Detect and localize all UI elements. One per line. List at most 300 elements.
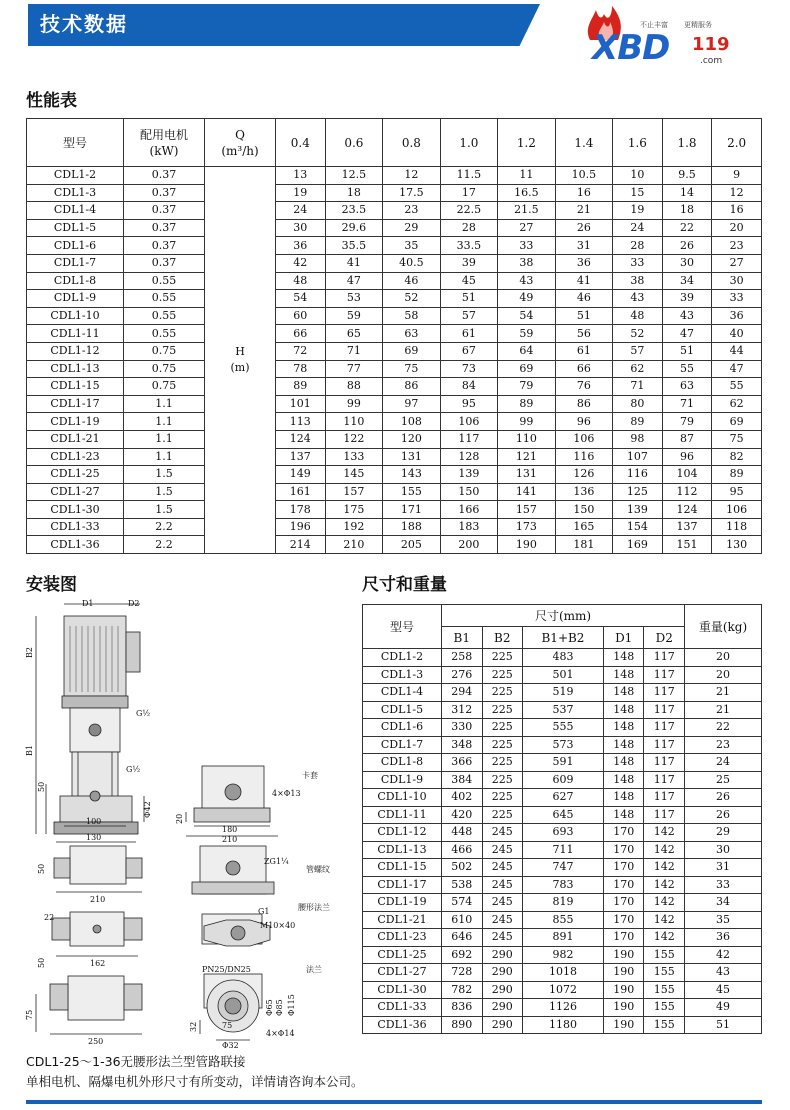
h-unit: (m) bbox=[230, 361, 250, 375]
dim-value: 502 bbox=[442, 859, 483, 877]
dim-value: 117 bbox=[644, 701, 685, 719]
perf-head-value: 46 bbox=[555, 290, 613, 308]
dim-model: CDL1-4 bbox=[363, 684, 442, 702]
dim-value: 142 bbox=[644, 876, 685, 894]
flange-detail bbox=[200, 974, 262, 1040]
perf-head-value: 108 bbox=[383, 413, 441, 431]
label-22: 22 bbox=[44, 913, 55, 922]
dim-col-model: 型号 bbox=[363, 605, 442, 649]
dim-value: 225 bbox=[482, 666, 523, 684]
perf-head-value: 47 bbox=[325, 272, 383, 290]
perf-head-value: 15 bbox=[613, 184, 663, 202]
perf-model: CDL1-4 bbox=[27, 202, 124, 220]
dim-value: 117 bbox=[644, 649, 685, 667]
perf-head-value: 157 bbox=[498, 501, 556, 519]
dim-weight: 21 bbox=[685, 701, 762, 719]
perf-head-value: 58 bbox=[383, 307, 441, 325]
label-250: 250 bbox=[88, 1037, 104, 1046]
note-line-2: 单相电机、隔爆电机外形尺寸有所变动，详情请咨询本公司。 bbox=[26, 1074, 364, 1089]
perf-head-value: 22.5 bbox=[440, 202, 498, 220]
perf-head-value: 214 bbox=[276, 536, 326, 554]
perf-model: CDL1-33 bbox=[27, 518, 124, 536]
perf-head-value: 77 bbox=[325, 360, 383, 378]
perf-kw: 0.55 bbox=[124, 272, 205, 290]
label-b2: B2 bbox=[25, 647, 34, 658]
perf-head-value: 52 bbox=[383, 290, 441, 308]
dim-value: 711 bbox=[523, 841, 604, 859]
dim-value: 290 bbox=[482, 946, 523, 964]
perf-model: CDL1-11 bbox=[27, 325, 124, 343]
dim-weight: 42 bbox=[685, 946, 762, 964]
perf-head-value: 55 bbox=[712, 378, 762, 396]
dim-value: 170 bbox=[603, 876, 644, 894]
perf-col-flow: 1.6 bbox=[613, 119, 663, 167]
flange-plan bbox=[36, 976, 142, 1034]
perf-head-value: 69 bbox=[712, 413, 762, 431]
dim-value: 148 bbox=[603, 736, 644, 754]
perf-head-value: 10 bbox=[613, 167, 663, 185]
dim-value: 117 bbox=[644, 666, 685, 684]
label-180: 180 bbox=[222, 825, 238, 834]
dim-value: 574 bbox=[442, 894, 483, 912]
dim-value: 290 bbox=[482, 1016, 523, 1034]
perf-head-value: 62 bbox=[712, 395, 762, 413]
perf-head-value: 89 bbox=[498, 395, 556, 413]
dim-value: 609 bbox=[523, 771, 604, 789]
perf-head-value: 30 bbox=[662, 254, 712, 272]
dim-value: 148 bbox=[603, 771, 644, 789]
perf-head-value: 161 bbox=[276, 483, 326, 501]
perf-col-flow: 1.8 bbox=[662, 119, 712, 167]
table-row bbox=[363, 789, 762, 807]
table-row bbox=[27, 430, 762, 448]
perf-head-value: 118 bbox=[712, 518, 762, 536]
dim-value: 117 bbox=[644, 736, 685, 754]
dim-weight: 21 bbox=[685, 684, 762, 702]
perf-head-value: 21 bbox=[555, 202, 613, 220]
perf-model: CDL1-15 bbox=[27, 378, 124, 396]
perf-head-value: 60 bbox=[276, 307, 326, 325]
perf-head-value: 139 bbox=[440, 466, 498, 484]
pump-elevation bbox=[36, 604, 144, 842]
perf-kw: 0.75 bbox=[124, 378, 205, 396]
perf-head-value: 45 bbox=[440, 272, 498, 290]
perf-head-value: 69 bbox=[383, 342, 441, 360]
perf-head-value: 35.5 bbox=[325, 237, 383, 255]
perf-head-value: 137 bbox=[276, 448, 326, 466]
dim-weight: 45 bbox=[685, 981, 762, 999]
perf-head-value: 55 bbox=[662, 360, 712, 378]
table-row bbox=[363, 876, 762, 894]
perf-kw: 0.37 bbox=[124, 237, 205, 255]
perf-head-value: 48 bbox=[613, 307, 663, 325]
table-row bbox=[363, 736, 762, 754]
label-g1: G1 bbox=[258, 907, 270, 916]
perf-head-value: 84 bbox=[440, 378, 498, 396]
perf-kw: 1.5 bbox=[124, 466, 205, 484]
table-row bbox=[363, 754, 762, 772]
dim-value: 190 bbox=[603, 964, 644, 982]
install-diagram bbox=[26, 596, 362, 1048]
performance-title: 性能表 bbox=[26, 91, 77, 111]
table-row bbox=[363, 946, 762, 964]
perf-head-value: 75 bbox=[712, 430, 762, 448]
perf-head-value: 157 bbox=[325, 483, 383, 501]
perf-head-value: 49 bbox=[498, 290, 556, 308]
table-row bbox=[27, 272, 762, 290]
table-row bbox=[363, 824, 762, 842]
perf-model: CDL1-19 bbox=[27, 413, 124, 431]
perf-head-value: 169 bbox=[613, 536, 663, 554]
dim-model: CDL1-11 bbox=[363, 806, 442, 824]
note-line-1: CDL1-25～1-36无腰形法兰型管路联接 bbox=[26, 1054, 246, 1069]
dim-value: 148 bbox=[603, 719, 644, 737]
perf-head-value: 13 bbox=[276, 167, 326, 185]
dim-weight: 51 bbox=[685, 1016, 762, 1034]
perf-head-value: 47 bbox=[712, 360, 762, 378]
perf-head-value: 44 bbox=[712, 342, 762, 360]
perf-head-value: 12.5 bbox=[325, 167, 383, 185]
dim-model: CDL1-27 bbox=[363, 964, 442, 982]
perf-model: CDL1-7 bbox=[27, 254, 124, 272]
perf-head-value: 210 bbox=[325, 536, 383, 554]
label-zg: ZG1¼ bbox=[264, 857, 289, 866]
dim-value: 1126 bbox=[523, 999, 604, 1017]
dim-value: 645 bbox=[523, 806, 604, 824]
perf-head-value: 106 bbox=[712, 501, 762, 519]
perf-head-value: 126 bbox=[555, 466, 613, 484]
dim-value: 555 bbox=[523, 719, 604, 737]
dim-value: 537 bbox=[523, 701, 604, 719]
dim-weight: 20 bbox=[685, 666, 762, 684]
dim-value: 245 bbox=[482, 841, 523, 859]
perf-head-value: 29.6 bbox=[325, 219, 383, 237]
table-row bbox=[363, 666, 762, 684]
dim-value: 747 bbox=[523, 859, 604, 877]
perf-head-value: 117 bbox=[440, 430, 498, 448]
table-row bbox=[363, 894, 762, 912]
bottom-rule bbox=[26, 1100, 762, 1104]
perf-head-value: 173 bbox=[498, 518, 556, 536]
table-row bbox=[27, 342, 762, 360]
perf-model: CDL1-27 bbox=[27, 483, 124, 501]
perf-head-value: 52 bbox=[613, 325, 663, 343]
perf-head-value: 27 bbox=[712, 254, 762, 272]
perf-head-value: 175 bbox=[325, 501, 383, 519]
dim-model: CDL1-7 bbox=[363, 736, 442, 754]
perf-col-flow: 0.8 bbox=[383, 119, 441, 167]
perf-head-value: 24 bbox=[613, 219, 663, 237]
perf-head-value: 33.5 bbox=[440, 237, 498, 255]
dim-value: 258 bbox=[442, 649, 483, 667]
perf-kw: 0.37 bbox=[124, 167, 205, 185]
perf-kw: 1.5 bbox=[124, 501, 205, 519]
dim-value: 148 bbox=[603, 701, 644, 719]
perf-head-value: 171 bbox=[383, 501, 441, 519]
dim-value: 290 bbox=[482, 981, 523, 999]
dim-model: CDL1-15 bbox=[363, 859, 442, 877]
dim-value: 384 bbox=[442, 771, 483, 789]
table-row bbox=[27, 290, 762, 308]
perf-head-value: 107 bbox=[613, 448, 663, 466]
perf-model: CDL1-5 bbox=[27, 219, 124, 237]
dim-value: 276 bbox=[442, 666, 483, 684]
perf-head-value: 71 bbox=[613, 378, 663, 396]
dim-model: CDL1-33 bbox=[363, 999, 442, 1017]
table-row bbox=[27, 501, 762, 519]
perf-head-value: 112 bbox=[662, 483, 712, 501]
perf-head-value: 26 bbox=[662, 237, 712, 255]
dim-value: 225 bbox=[482, 806, 523, 824]
base-plan bbox=[54, 846, 142, 892]
perf-head-value: 71 bbox=[662, 395, 712, 413]
perf-kw: 0.55 bbox=[124, 325, 205, 343]
perf-head-value: 18 bbox=[325, 184, 383, 202]
perf-head-value: 27 bbox=[498, 219, 556, 237]
dim-value: 483 bbox=[523, 649, 604, 667]
dim-value: 117 bbox=[644, 806, 685, 824]
label-g-top: G½ bbox=[136, 709, 151, 718]
perf-head-value: 98 bbox=[613, 430, 663, 448]
dim-value: 142 bbox=[644, 894, 685, 912]
perf-head-value: 51 bbox=[440, 290, 498, 308]
dim-value: 170 bbox=[603, 894, 644, 912]
dim-value: 117 bbox=[644, 771, 685, 789]
table-row bbox=[27, 413, 762, 431]
perf-head-value: 47 bbox=[662, 325, 712, 343]
dim-value: 836 bbox=[442, 999, 483, 1017]
dim-subcol: D1 bbox=[603, 627, 644, 649]
brand-logo bbox=[582, 2, 762, 72]
perf-head-value: 65 bbox=[325, 325, 383, 343]
dim-weight: 36 bbox=[685, 929, 762, 947]
perf-kw: 0.37 bbox=[124, 202, 205, 220]
perf-kw: 2.2 bbox=[124, 518, 205, 536]
perf-kw: 0.37 bbox=[124, 254, 205, 272]
perf-head-value: 125 bbox=[613, 483, 663, 501]
perf-head-value: 155 bbox=[383, 483, 441, 501]
perf-head-value: 31 bbox=[555, 237, 613, 255]
logo-slogan-right: 更精服务 bbox=[684, 21, 712, 29]
dim-value: 155 bbox=[644, 999, 685, 1017]
perf-head-value: 205 bbox=[383, 536, 441, 554]
dim-value: 117 bbox=[644, 684, 685, 702]
table-row bbox=[363, 684, 762, 702]
perf-head-value: 33 bbox=[498, 237, 556, 255]
perf-head-value: 10.5 bbox=[555, 167, 613, 185]
dim-model: CDL1-30 bbox=[363, 981, 442, 999]
perf-head-value: 75 bbox=[383, 360, 441, 378]
perf-head-value: 30 bbox=[276, 219, 326, 237]
perf-head-value: 64 bbox=[498, 342, 556, 360]
perf-head-value: 66 bbox=[555, 360, 613, 378]
dim-value: 890 bbox=[442, 1016, 483, 1034]
perf-h-label bbox=[205, 167, 276, 554]
perf-head-value: 89 bbox=[276, 378, 326, 396]
perf-model: CDL1-6 bbox=[27, 237, 124, 255]
dim-value: 142 bbox=[644, 911, 685, 929]
perf-head-value: 43 bbox=[613, 290, 663, 308]
h-label: H bbox=[235, 345, 245, 359]
dim-col-size: 尺寸(mm) bbox=[442, 605, 685, 627]
dim-weight: 22 bbox=[685, 719, 762, 737]
perf-head-value: 26 bbox=[555, 219, 613, 237]
dimensions-table bbox=[362, 604, 762, 1034]
perf-kw: 1.1 bbox=[124, 395, 205, 413]
label-d2: D2 bbox=[128, 599, 140, 608]
perf-head-value: 190 bbox=[498, 536, 556, 554]
perf-head-value: 188 bbox=[383, 518, 441, 536]
dim-value: 294 bbox=[442, 684, 483, 702]
dim-value: 225 bbox=[482, 736, 523, 754]
dim-value: 170 bbox=[603, 841, 644, 859]
label-phi115: Φ115 bbox=[287, 994, 296, 1016]
dim-value: 117 bbox=[644, 754, 685, 772]
table-row bbox=[27, 518, 762, 536]
dim-value: 190 bbox=[603, 999, 644, 1017]
logo-number: 119 bbox=[692, 34, 730, 55]
perf-head-value: 183 bbox=[440, 518, 498, 536]
perf-col-flow: 1.4 bbox=[555, 119, 613, 167]
perf-head-value: 21.5 bbox=[498, 202, 556, 220]
table-row bbox=[27, 325, 762, 343]
perf-model: CDL1-9 bbox=[27, 290, 124, 308]
perf-head-value: 56 bbox=[555, 325, 613, 343]
page-title: 技术数据 bbox=[40, 12, 128, 36]
perf-head-value: 36 bbox=[712, 307, 762, 325]
table-row bbox=[27, 360, 762, 378]
dim-value: 290 bbox=[482, 999, 523, 1017]
dim-weight: 31 bbox=[685, 859, 762, 877]
dim-value: 693 bbox=[523, 824, 604, 842]
perf-head-value: 110 bbox=[325, 413, 383, 431]
dim-subcol: D2 bbox=[644, 627, 685, 649]
label-phi32: Φ32 bbox=[222, 1041, 239, 1050]
dim-value: 170 bbox=[603, 929, 644, 947]
dim-value: 142 bbox=[644, 929, 685, 947]
label-holes14: 4×Φ14 bbox=[266, 1029, 295, 1038]
perf-head-value: 54 bbox=[498, 307, 556, 325]
table-row bbox=[363, 1016, 762, 1034]
perf-head-value: 178 bbox=[276, 501, 326, 519]
dim-weight: 23 bbox=[685, 736, 762, 754]
dim-value: 225 bbox=[482, 649, 523, 667]
table-row bbox=[363, 929, 762, 947]
dim-value: 148 bbox=[603, 806, 644, 824]
table-row bbox=[363, 701, 762, 719]
label-210: 210 bbox=[222, 835, 238, 844]
perf-head-value: 122 bbox=[325, 430, 383, 448]
perf-col-flow: 0.6 bbox=[325, 119, 383, 167]
label-phi85: Φ85 bbox=[275, 999, 284, 1016]
dim-model: CDL1-10 bbox=[363, 789, 442, 807]
dim-value: 245 bbox=[482, 876, 523, 894]
table-row bbox=[363, 999, 762, 1017]
perf-head-value: 12 bbox=[383, 167, 441, 185]
dim-value: 225 bbox=[482, 719, 523, 737]
perf-head-value: 11 bbox=[498, 167, 556, 185]
dim-value: 117 bbox=[644, 719, 685, 737]
perf-model: CDL1-12 bbox=[27, 342, 124, 360]
table-row bbox=[27, 378, 762, 396]
dim-weight: 29 bbox=[685, 824, 762, 842]
dim-value: 155 bbox=[644, 946, 685, 964]
perf-head-value: 23.5 bbox=[325, 202, 383, 220]
perf-kw: 1.1 bbox=[124, 448, 205, 466]
perf-head-value: 66 bbox=[276, 325, 326, 343]
perf-head-value: 88 bbox=[325, 378, 383, 396]
perf-kw: 1.5 bbox=[124, 483, 205, 501]
dim-value: 692 bbox=[442, 946, 483, 964]
perf-head-value: 76 bbox=[555, 378, 613, 396]
perf-head-value: 97 bbox=[383, 395, 441, 413]
perf-head-value: 124 bbox=[276, 430, 326, 448]
table-row bbox=[363, 859, 762, 877]
dim-value: 155 bbox=[644, 981, 685, 999]
perf-head-value: 41 bbox=[555, 272, 613, 290]
perf-head-value: 19 bbox=[276, 184, 326, 202]
dim-value: 225 bbox=[482, 684, 523, 702]
dim-value: 245 bbox=[482, 911, 523, 929]
label-162: 162 bbox=[90, 959, 106, 968]
dim-value: 142 bbox=[644, 824, 685, 842]
dim-model: CDL1-9 bbox=[363, 771, 442, 789]
dim-value: 190 bbox=[603, 1016, 644, 1034]
perf-head-value: 61 bbox=[555, 342, 613, 360]
dim-subcol: B2 bbox=[482, 627, 523, 649]
dim-value: 891 bbox=[523, 929, 604, 947]
perf-head-value: 124 bbox=[662, 501, 712, 519]
label-130: 130 bbox=[86, 833, 102, 842]
perf-head-value: 139 bbox=[613, 501, 663, 519]
label-phi42: Φ42 bbox=[143, 801, 152, 818]
dim-model: CDL1-17 bbox=[363, 876, 442, 894]
perf-head-value: 20 bbox=[712, 219, 762, 237]
label-waist: 腰形法兰 bbox=[298, 903, 330, 912]
dimensions-title: 尺寸和重量 bbox=[362, 575, 447, 595]
perf-col-flow: 2.0 bbox=[712, 119, 762, 167]
label-phi65: Φ65 bbox=[265, 999, 274, 1016]
dim-value: 142 bbox=[644, 841, 685, 859]
perf-head-value: 196 bbox=[276, 518, 326, 536]
perf-head-value: 16.5 bbox=[498, 184, 556, 202]
thread-connection bbox=[192, 846, 274, 894]
dim-model: CDL1-25 bbox=[363, 946, 442, 964]
perf-head-value: 46 bbox=[383, 272, 441, 290]
perf-head-value: 137 bbox=[662, 518, 712, 536]
perf-head-value: 133 bbox=[325, 448, 383, 466]
dim-model: CDL1-2 bbox=[363, 649, 442, 667]
table-row bbox=[363, 771, 762, 789]
dim-model: CDL1-5 bbox=[363, 701, 442, 719]
perf-model: CDL1-17 bbox=[27, 395, 124, 413]
perf-col-model: 型号 bbox=[27, 119, 124, 167]
install-title: 安装图 bbox=[26, 575, 77, 595]
perf-head-value: 33 bbox=[613, 254, 663, 272]
table-row bbox=[363, 719, 762, 737]
perf-head-value: 43 bbox=[662, 307, 712, 325]
dim-weight: 35 bbox=[685, 911, 762, 929]
dim-value: 312 bbox=[442, 701, 483, 719]
dim-model: CDL1-23 bbox=[363, 929, 442, 947]
perf-head-value: 29 bbox=[383, 219, 441, 237]
dim-model: CDL1-6 bbox=[363, 719, 442, 737]
table-row bbox=[363, 981, 762, 999]
label-32: 32 bbox=[189, 1021, 198, 1032]
perf-head-value: 131 bbox=[498, 466, 556, 484]
dim-weight: 30 bbox=[685, 841, 762, 859]
label-210b: 210 bbox=[90, 895, 106, 904]
